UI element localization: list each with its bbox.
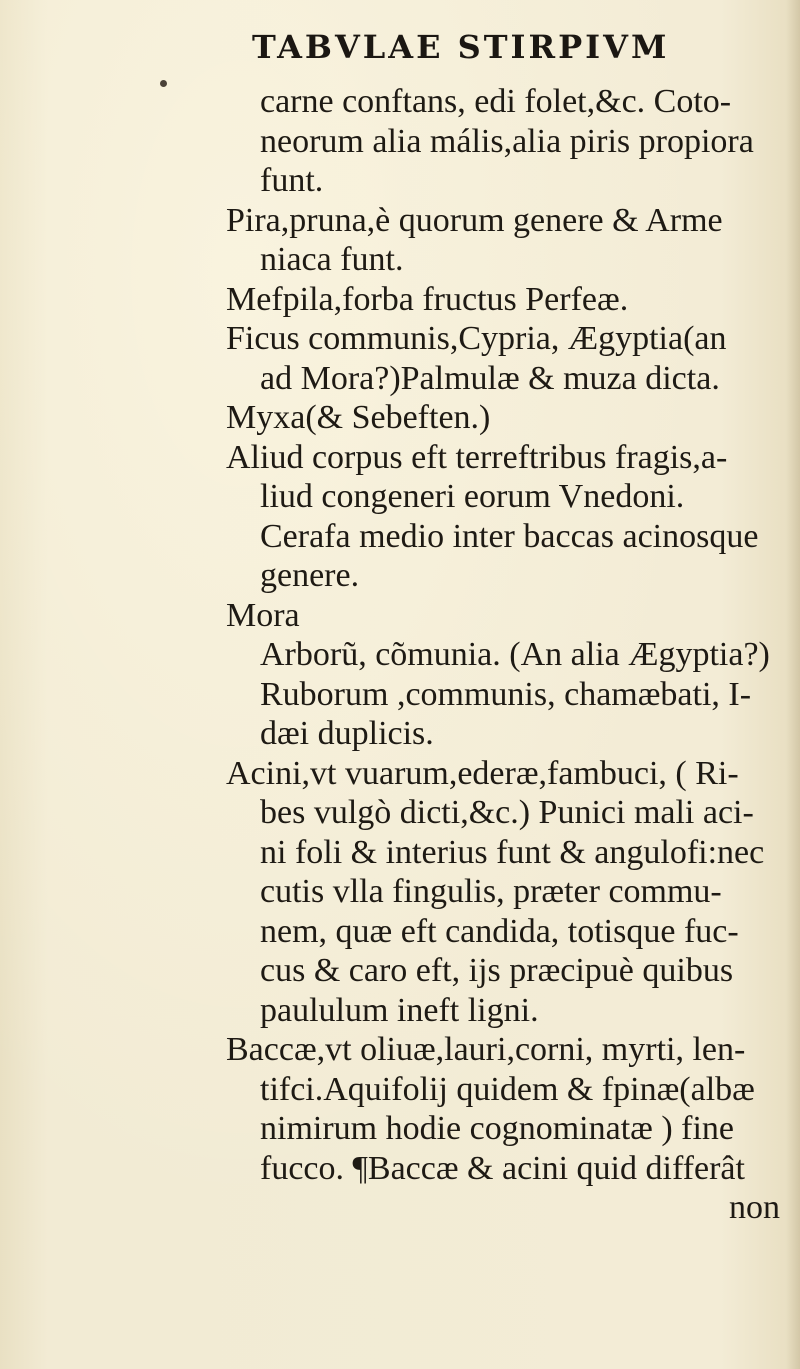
text-line: nem, quæ eft candida, totisque fuc- <box>260 912 739 950</box>
text-line: fucco. ¶Baccæ & acini quid differât <box>260 1149 745 1187</box>
text-line: nimirum hodie cognominatæ ) fine <box>260 1110 735 1147</box>
text-line: Arborũ, cõmunia. (An alia Ægyptia?) <box>260 636 770 673</box>
catchword: non <box>729 1189 780 1226</box>
text-line: cus & caro eft, ijs præcipuè quibus <box>260 952 734 989</box>
text-line: Mefpila,forba fructus Perfeæ. <box>226 280 629 318</box>
text-line: neorum alia mális,alia piris propiora <box>260 122 754 160</box>
text-line: tifci.Aquifolij quidem & fpinæ(albæ <box>260 1070 755 1108</box>
text-line: funt. <box>260 162 324 199</box>
text-line: Pira,pruna,è quorum genere & Arme <box>226 201 723 239</box>
running-head: TABVLAE STIRPIVM <box>252 28 670 66</box>
text-line: carne conftans, edi folet,&c. Coto- <box>260 83 732 120</box>
text-block <box>226 82 786 1228</box>
text-line: Ficus communis,Cypria, Ægyptia(an <box>226 320 727 357</box>
text-line: Acini,vt vuarum,ederæ,fambuci, ( Ri- <box>226 754 739 792</box>
text-line: Aliud corpus eft terreftribus fragis,a- <box>226 438 728 476</box>
text-line: dæi duplicis. <box>260 715 434 752</box>
text-line: ni foli & interius funt & angulofi:nec <box>260 833 765 871</box>
text-line: cutis vlla fingulis, præter commu- <box>260 873 722 910</box>
text-line: Mora <box>226 596 300 634</box>
text-line: paululum ineft ligni. <box>260 991 539 1029</box>
ink-spot <box>160 80 167 87</box>
text-line: liud congeneri eorum Vnedoni. <box>260 478 685 515</box>
text-line: Cerafa medio inter baccas acinosque <box>260 517 759 555</box>
text-line: Myxa(& Sebeften.) <box>226 399 491 436</box>
text-line: Baccæ,vt oliuæ,lauri,corni, myrti, len- <box>226 1031 746 1068</box>
text-line: niaca funt. <box>260 241 404 278</box>
page-edge-shadow <box>786 0 800 1369</box>
text-line: genere. <box>260 557 360 594</box>
text-line: bes vulgò dicti,&c.) Punici mali aci- <box>260 794 754 831</box>
text-line: ad Mora?)Palmulæ & muza dicta. <box>260 359 720 397</box>
text-line: Ruborum ,communis, chamæbati, I- <box>260 675 752 713</box>
